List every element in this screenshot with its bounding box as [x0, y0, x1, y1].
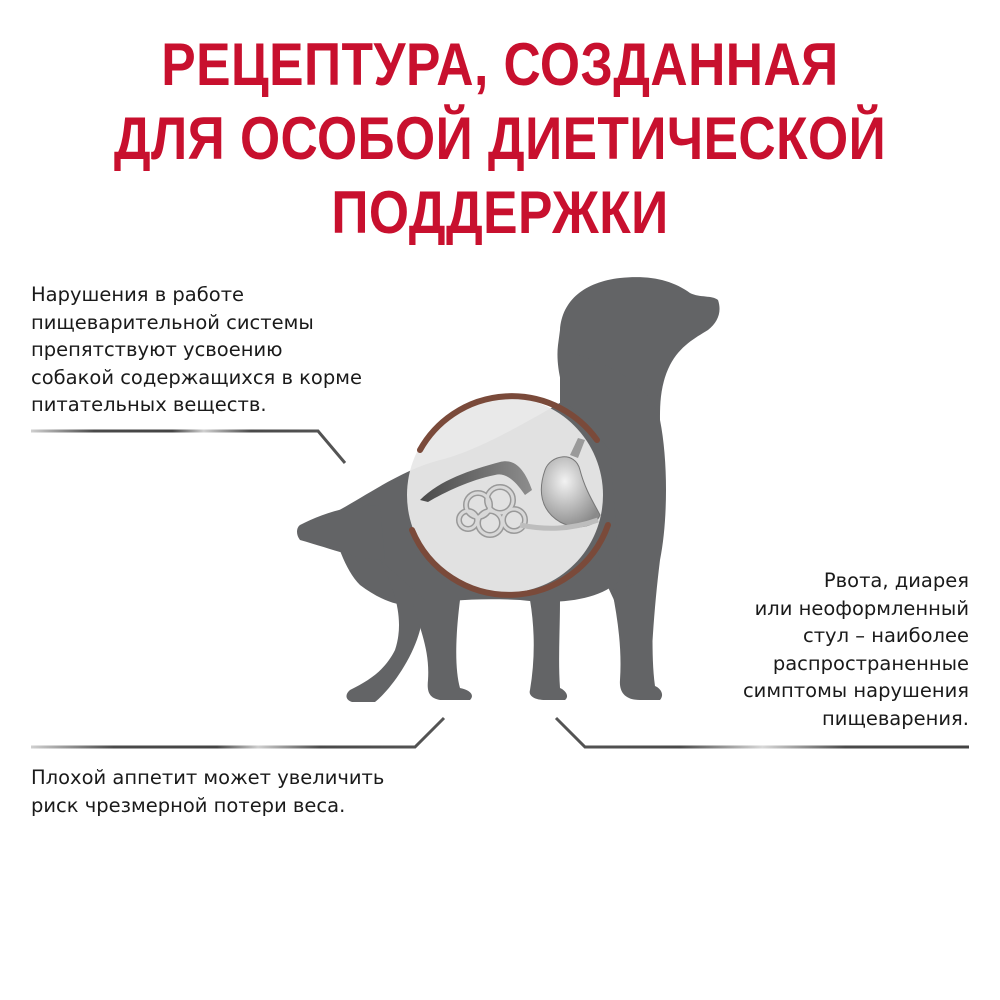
headline-line-2: ДЛЯ ОСОБОЙ ДИЕТИЧЕСКОЙ — [113, 105, 887, 172]
callout-line: симптомы нарушения — [742, 679, 969, 702]
callout-digestive-disorders — [31, 281, 362, 419]
callout-line: или неоформленный — [754, 596, 969, 620]
callout-line: пищеварения. — [822, 706, 969, 730]
callout-line: распространенные — [772, 651, 969, 675]
callout-connector-bottom-left — [31, 718, 444, 747]
callout-line: пищеварительной системы — [31, 310, 314, 334]
headline-line-3: ПОДДЕРЖКИ — [331, 179, 669, 246]
callout-appetite — [31, 764, 384, 819]
callout-line: препятствуют усвоению — [31, 338, 283, 361]
headline-line-1: РЕЦЕПТУРА, СОЗДАННАЯ — [161, 31, 839, 98]
callout-line: Рвота, диарея — [823, 569, 969, 592]
callout-line: собакой содержащихся в корме — [31, 365, 362, 389]
callout-connector-top-left — [31, 431, 345, 463]
callout-line: питательных веществ. — [31, 393, 267, 416]
callout-line: стул – наиболее — [802, 624, 969, 647]
callout-symptoms — [743, 567, 969, 732]
callout-line: риск чрезмерной потери веса. — [31, 793, 346, 817]
headline — [70, 28, 930, 250]
callout-line: Нарушения в работе — [31, 283, 245, 306]
callout-line: Плохой аппетит может увеличить — [31, 766, 385, 789]
